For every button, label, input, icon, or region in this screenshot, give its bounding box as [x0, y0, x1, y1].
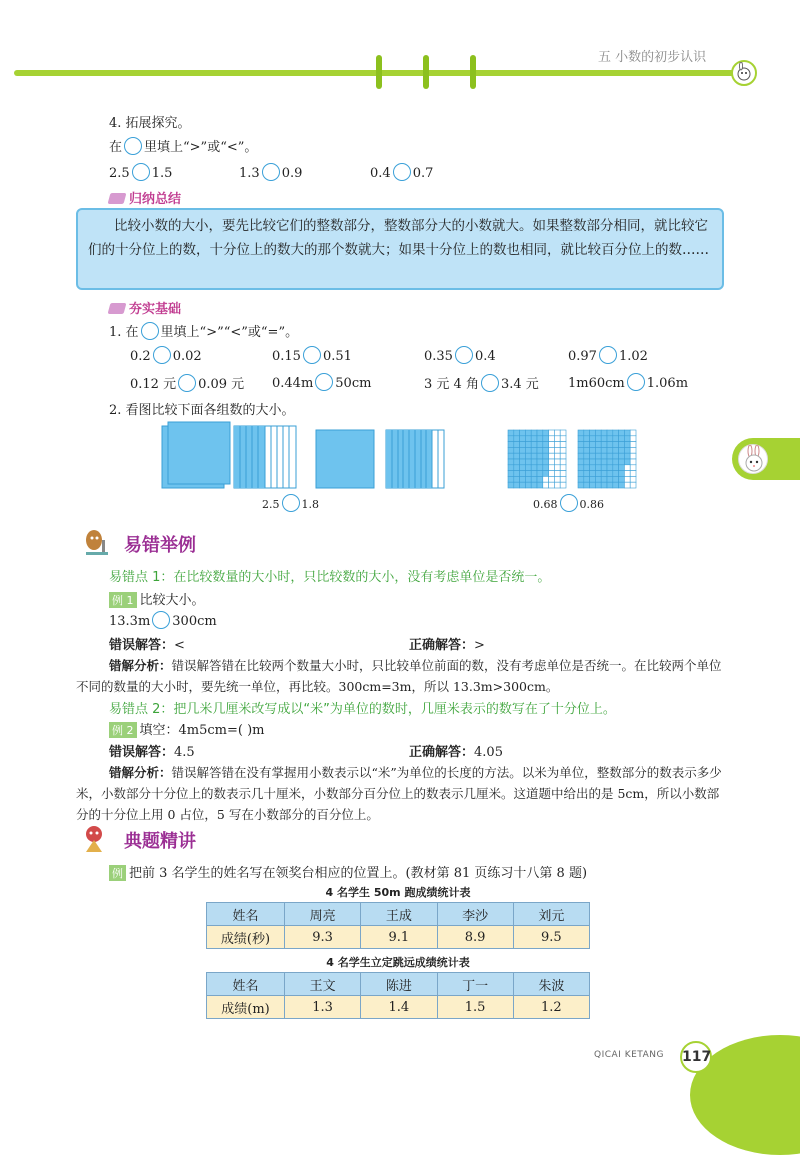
grid-cell — [578, 476, 584, 482]
table-cell: 8.9 — [437, 926, 513, 949]
grid-cell — [624, 459, 630, 465]
page-number: 117 — [680, 1041, 712, 1073]
example-label: 例 — [109, 865, 126, 881]
grid-cell — [624, 453, 630, 459]
answer-circle[interactable] — [178, 374, 196, 392]
grid-cell — [531, 476, 537, 482]
answer-circle[interactable] — [393, 163, 411, 181]
footer-brand: QICAI KETANG — [594, 1050, 664, 1060]
grid-cell — [537, 436, 543, 442]
grid-cell — [525, 442, 531, 448]
table-header-cell: 周亮 — [285, 903, 361, 926]
table-cell: 成绩(秒) — [207, 926, 285, 949]
grid-cell — [525, 459, 531, 465]
grid-cell — [525, 482, 531, 488]
grid-cell — [595, 447, 601, 453]
fig1-compare: 2.5 1.8 — [262, 494, 319, 512]
grid-cell — [584, 459, 590, 465]
grid-cell — [601, 436, 607, 442]
grid-cell — [508, 482, 514, 488]
grid-cell — [560, 476, 566, 482]
tag-icon — [108, 193, 127, 204]
grid-cell — [514, 430, 520, 436]
grid-cell — [531, 447, 537, 453]
grid-cell — [578, 436, 584, 442]
grid-cell — [520, 447, 526, 453]
grid-cell — [601, 447, 607, 453]
grid-cell — [549, 453, 555, 459]
grid-cell — [508, 471, 514, 477]
tenth-strips — [234, 426, 296, 488]
grid-cell — [508, 447, 514, 453]
binder-ring — [376, 55, 382, 89]
grid-cell — [554, 436, 560, 442]
grid-cell — [525, 430, 531, 436]
grid-cell — [514, 436, 520, 442]
hundredths-grid — [578, 430, 636, 488]
fig2-compare: 0.68 0.86 — [533, 494, 604, 512]
full-square — [316, 430, 374, 488]
grid-cell — [590, 453, 596, 459]
grid-cell — [595, 459, 601, 465]
grid-cell — [531, 471, 537, 477]
grid-cell — [520, 459, 526, 465]
grid-cell — [537, 430, 543, 436]
grid-cell — [549, 436, 555, 442]
grid-cell — [624, 476, 630, 482]
answer-circle[interactable] — [481, 374, 499, 392]
grid-cell — [624, 430, 630, 436]
grid-cell — [630, 436, 636, 442]
grid-cell — [560, 430, 566, 436]
grid-cell — [520, 442, 526, 448]
grid-cell — [514, 447, 520, 453]
grid-cell — [578, 442, 584, 448]
mascot-icon — [731, 60, 757, 86]
grid-cell — [514, 459, 520, 465]
grid-cell — [578, 459, 584, 465]
grid-cell — [525, 436, 531, 442]
wrong-answer-1: 错误解答：< — [109, 638, 185, 653]
grid-cell — [543, 453, 549, 459]
grid-cell — [543, 447, 549, 453]
grid-cell — [578, 471, 584, 477]
grid-cell — [554, 442, 560, 448]
grid-cell — [554, 471, 560, 477]
right-answer-1: 正确解答：> — [409, 638, 485, 653]
example-2: 例 2 填空：4m5cm=( )m — [109, 719, 264, 738]
grid-cell — [613, 471, 619, 477]
grid-cell — [630, 447, 636, 453]
classic-title: 典题精讲 — [124, 831, 196, 852]
table-header-cell: 李沙 — [437, 903, 513, 926]
table-header-cell: 朱波 — [513, 973, 589, 996]
summary-label: 归纳总结 — [109, 188, 181, 207]
grid-cell — [525, 453, 531, 459]
grid-cell — [543, 430, 549, 436]
grid-cell — [537, 471, 543, 477]
grid-cell — [560, 471, 566, 477]
basics-item: 3 元 4 角 3.4 元 — [424, 373, 539, 392]
grid-cell — [549, 465, 555, 471]
answer-circle[interactable] — [315, 373, 333, 391]
grid-cell — [613, 482, 619, 488]
tag-icon — [108, 303, 127, 314]
answer-circle[interactable] — [599, 346, 617, 364]
grid-cell — [531, 453, 537, 459]
grid-cell — [549, 476, 555, 482]
grid-cell — [508, 453, 514, 459]
grid-cell — [584, 442, 590, 448]
table-cell: 9.3 — [285, 926, 361, 949]
grid-cell — [595, 482, 601, 488]
grid-cell — [560, 453, 566, 459]
table-header-cell: 刘元 — [513, 903, 589, 926]
grid-cell — [630, 430, 636, 436]
grid-cell — [525, 465, 531, 471]
error-point-1: 易错点 1：在比较数量的大小时，只比较数的大小，没有考虑单位是否统一。 — [109, 570, 551, 585]
grid-cell — [543, 471, 549, 477]
grid-cell — [531, 442, 537, 448]
tenth-strips-2 — [386, 430, 444, 488]
grid-cell — [560, 459, 566, 465]
hundredths-grid — [508, 430, 566, 488]
grid-cell — [554, 430, 560, 436]
grid-cell — [607, 442, 613, 448]
grid-cell — [619, 430, 625, 436]
grid-cell — [619, 465, 625, 471]
table-cell: 9.5 — [513, 926, 589, 949]
grid-cell — [584, 476, 590, 482]
grid-cell — [543, 436, 549, 442]
grid-cell — [531, 465, 537, 471]
grid-cell — [607, 465, 613, 471]
grid-cell — [613, 476, 619, 482]
header-bar — [14, 70, 734, 76]
grid-cell — [630, 459, 636, 465]
grid-cell — [560, 442, 566, 448]
grid-cell — [613, 453, 619, 459]
grid-cell — [601, 476, 607, 482]
figure-squares — [160, 420, 700, 492]
table-header-cell: 王文 — [285, 973, 361, 996]
answer-circle[interactable] — [153, 346, 171, 364]
grid-cell — [531, 436, 537, 442]
grid-cell — [554, 447, 560, 453]
grid-cell — [514, 476, 520, 482]
grid-cell — [554, 476, 560, 482]
grid-cell — [578, 430, 584, 436]
example-label: 例 2 — [109, 722, 137, 738]
binder-ring — [470, 55, 476, 89]
table-header-cell: 丁一 — [437, 973, 513, 996]
grid-cell — [613, 465, 619, 471]
grid-cell — [584, 482, 590, 488]
table-cell: 1.3 — [285, 996, 361, 1019]
wrong-answer-2: 错误解答：4.5 — [109, 745, 195, 760]
grid-cell — [549, 471, 555, 477]
grid-cell — [624, 465, 630, 471]
grid-cell — [630, 465, 636, 471]
right-answer-2: 正确解答：4.05 — [409, 745, 503, 760]
summary-text: 比较小数的大小，要先比较它们的整数部分，整数部分大的小数就大。如果整数部分相同，就比较它们的十分位上的数，十分位上的数大的那个数就大；如果十分位上的数也相同，就比较百分位上的数…… — [88, 218, 709, 258]
table2-caption: 4 名学生立定跳远成绩统计表 — [326, 956, 470, 969]
grid-cell — [560, 447, 566, 453]
grid-cell — [584, 471, 590, 477]
grid-cell — [578, 453, 584, 459]
grid-cell — [630, 471, 636, 477]
grid-cell — [590, 476, 596, 482]
basics-item: 0.44m 50cm — [272, 373, 371, 391]
grid-cell — [590, 465, 596, 471]
grid-cell — [601, 482, 607, 488]
sec4-item: 0.4 0.7 — [370, 163, 433, 181]
grid-cell — [619, 436, 625, 442]
answer-circle[interactable] — [303, 346, 321, 364]
grid-cell — [619, 447, 625, 453]
basics-item: 1m60cm 1.06m — [568, 373, 688, 391]
sec4-instruction: 在 里填上“>”或“<”。 — [109, 136, 257, 155]
table-header-cell: 王成 — [361, 903, 437, 926]
grid-cell — [520, 430, 526, 436]
error-point-2: 易错点 2：把几米几厘米改写成以“米”为单位的数时，几厘米表示的数写在了十分位上。 — [109, 702, 616, 717]
grid-cell — [590, 436, 596, 442]
grid-cell — [520, 471, 526, 477]
example-1-compare: 13.3m 300cm — [109, 611, 217, 629]
grid-cell — [590, 482, 596, 488]
grid-cell — [520, 465, 526, 471]
grid-cell — [537, 442, 543, 448]
grid-cell — [590, 447, 596, 453]
grid-cell — [554, 482, 560, 488]
summary-box — [76, 208, 724, 290]
grid-cell — [531, 482, 537, 488]
grid-cell — [537, 476, 543, 482]
grid-cell — [590, 442, 596, 448]
basics-item: 0.97 1.02 — [568, 346, 648, 364]
grid-cell — [595, 453, 601, 459]
grid-cell — [613, 442, 619, 448]
errors-title: 易错举例 — [124, 535, 196, 556]
basics-item: 0.15 0.51 — [272, 346, 352, 364]
grid-cell — [537, 447, 543, 453]
analysis-1: 错解分析：错误解答错在比较两个数量大小时，只比较单位前面的数，没有考虑单位是否统一。在比较两个单位不同的数量的大小时，要先统一单位，再比较。300cm=3m，所以 13.3m>300cm。 — [76, 658, 722, 694]
grid-cell — [578, 465, 584, 471]
grid-cell — [525, 471, 531, 477]
grid-cell — [508, 476, 514, 482]
grid-cell — [537, 459, 543, 465]
example-label: 例 1 — [109, 592, 137, 608]
grid-cell — [537, 482, 543, 488]
table-standing-jump — [206, 972, 590, 1019]
grid-cell — [508, 436, 514, 442]
grid-cell — [508, 442, 514, 448]
grid-cell — [619, 453, 625, 459]
grid-cell — [537, 465, 543, 471]
example-1: 例 1 比较大小。 — [109, 589, 205, 608]
basics-q1: 1. 在 里填上“>”“<”或“=”。 — [109, 321, 298, 340]
grid-cell — [554, 465, 560, 471]
grid-cell — [613, 447, 619, 453]
grid-cell — [578, 482, 584, 488]
grid-cell — [624, 447, 630, 453]
grid-cell — [619, 482, 625, 488]
grid-cell — [514, 453, 520, 459]
answer-circle[interactable] — [262, 163, 280, 181]
grid-cell — [514, 465, 520, 471]
answer-circle[interactable] — [124, 137, 142, 155]
table1-caption: 4 名学生 50m 跑成绩统计表 — [325, 886, 471, 899]
answer-circle[interactable] — [132, 163, 150, 181]
binder-ring — [423, 55, 429, 89]
grid-cell — [613, 436, 619, 442]
basics-q2: 2. 看图比较下面各组数的大小。 — [109, 403, 295, 418]
grid-cell — [601, 459, 607, 465]
grid-cell — [619, 476, 625, 482]
answer-circle[interactable] — [455, 346, 473, 364]
grid-cell — [619, 459, 625, 465]
grid-cell — [601, 465, 607, 471]
grid-cell — [549, 430, 555, 436]
grid-cell — [549, 459, 555, 465]
grid-cell — [514, 471, 520, 477]
grid-cell — [543, 442, 549, 448]
grid-cell — [630, 453, 636, 459]
basics-item: 0.12 元 0.09 元 — [130, 373, 244, 392]
grid-cell — [531, 459, 537, 465]
sec4-item: 1.3 0.9 — [239, 163, 302, 181]
classic-example: 例 把前 3 名学生的姓名写在领奖台相应的位置上。(教材第 81 页练习十八第 8 题) — [109, 862, 587, 881]
grid-cell — [624, 482, 630, 488]
grid-cell — [613, 430, 619, 436]
grid-cell — [508, 459, 514, 465]
grid-cell — [578, 447, 584, 453]
grid-cell — [601, 471, 607, 477]
grid-cell — [560, 436, 566, 442]
grid-cell — [624, 442, 630, 448]
grid-cell — [607, 459, 613, 465]
grid-cell — [607, 471, 613, 477]
table-cell: 9.1 — [361, 926, 437, 949]
sec4-title: 4. 拓展探究。 — [109, 116, 191, 131]
basics-item: 0.2 0.02 — [130, 346, 202, 364]
grid-cell — [543, 482, 549, 488]
errors-icon — [80, 526, 112, 562]
grid-cell — [613, 459, 619, 465]
grid-cell — [595, 436, 601, 442]
grid-cell — [619, 442, 625, 448]
grid-cell — [584, 465, 590, 471]
grid-cell — [543, 465, 549, 471]
grid-cell — [590, 430, 596, 436]
grid-cell — [514, 482, 520, 488]
grid-cell — [607, 447, 613, 453]
sec4-item: 2.5 1.5 — [109, 163, 172, 181]
grid-cell — [607, 482, 613, 488]
answer-circle[interactable] — [152, 611, 170, 629]
grid-cell — [549, 442, 555, 448]
grid-cell — [508, 465, 514, 471]
grid-cell — [514, 442, 520, 448]
grid-cell — [630, 442, 636, 448]
basics-item: 0.35 0.4 — [424, 346, 496, 364]
grid-cell — [630, 482, 636, 488]
answer-circle[interactable] — [560, 494, 578, 512]
grid-cell — [525, 447, 531, 453]
grid-cell — [595, 442, 601, 448]
grid-cell — [607, 453, 613, 459]
grid-cell — [584, 453, 590, 459]
grid-cell — [630, 476, 636, 482]
table-cell: 1.4 — [361, 996, 437, 1019]
grid-cell — [554, 453, 560, 459]
grid-cell — [590, 471, 596, 477]
answer-circle[interactable] — [627, 373, 645, 391]
grid-cell — [584, 430, 590, 436]
chapter-title: 五 小数的初步认识 — [598, 50, 707, 65]
grid-cell — [595, 465, 601, 471]
grid-cell — [607, 476, 613, 482]
grid-cell — [520, 436, 526, 442]
table-header-cell: 姓名 — [207, 903, 285, 926]
grid-cell — [601, 442, 607, 448]
grid-cell — [560, 482, 566, 488]
grid-cell — [595, 476, 601, 482]
basics-label: 夯实基础 — [109, 298, 181, 317]
table-header-cell: 姓名 — [207, 973, 285, 996]
table-cell: 成绩(m) — [207, 996, 285, 1019]
grid-cell — [590, 459, 596, 465]
grid-cell — [584, 447, 590, 453]
grid-cell — [520, 453, 526, 459]
grid-cell — [508, 430, 514, 436]
grid-cell — [619, 471, 625, 477]
answer-circle[interactable] — [282, 494, 300, 512]
full-square — [168, 422, 230, 484]
grid-cell — [624, 471, 630, 477]
grid-cell — [549, 482, 555, 488]
grid-cell — [624, 436, 630, 442]
grid-cell — [560, 465, 566, 471]
grid-cell — [543, 476, 549, 482]
grid-cell — [595, 430, 601, 436]
grid-cell — [549, 447, 555, 453]
grid-cell — [520, 476, 526, 482]
table-50m-run — [206, 902, 590, 949]
grid-cell — [520, 482, 526, 488]
grid-cell — [543, 459, 549, 465]
grid-cell — [601, 453, 607, 459]
grid-cell — [584, 436, 590, 442]
classic-icon — [80, 822, 112, 858]
side-tab — [732, 438, 800, 480]
grid-cell — [531, 430, 537, 436]
analysis-2: 错解分析：错误解答错在没有掌握用小数表示以“米”为单位的长度的方法。以米为单位，整数部分的数表示多少米，小数部分十分位上的数表示几十厘米，小数部分百分位上的数表示几厘米。这道题中给出的是 5cm，所以小数部分的十分位上用 0 占位，5 写在小数部分的百分位上。 — [76, 765, 722, 822]
table-cell: 1.5 — [437, 996, 513, 1019]
table-cell: 1.2 — [513, 996, 589, 1019]
grid-cell — [537, 453, 543, 459]
grid-cell — [525, 476, 531, 482]
table-header-cell: 陈进 — [361, 973, 437, 996]
grid-cell — [601, 430, 607, 436]
grid-cell — [607, 436, 613, 442]
grid-cell — [607, 430, 613, 436]
grid-cell — [595, 471, 601, 477]
grid-cell — [554, 459, 560, 465]
bunny-icon — [738, 444, 768, 474]
answer-circle[interactable] — [141, 322, 159, 340]
